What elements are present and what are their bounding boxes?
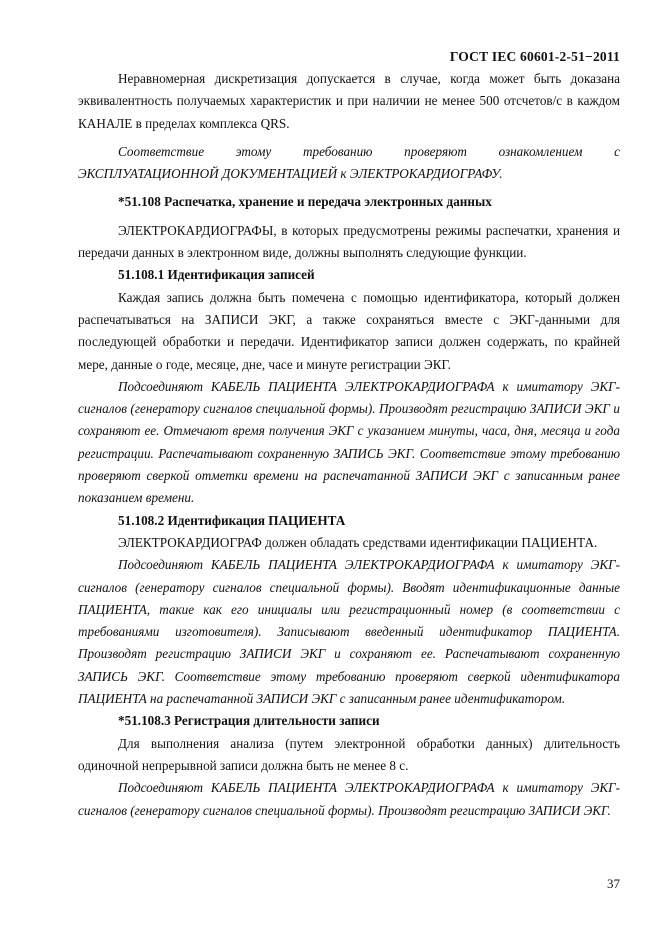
italic-paragraph: Подсоединяют КАБЕЛЬ ПАЦИЕНТА ЭЛЕКТРОКАРДИОГРАФА к имитатору ЭКГ-сигналов (генератору сигналов специальной формы). Вводят идентификационные данные ПАЦИЕНТА, такие как его инициалы или регистрационный номер (в соответствии с требованиями изготовителя). Записывают введенный идентификатор ПАЦИЕНТА. Производят регистрацию ЗАПИСИ ЭКГ и сохраняют ее. Распечатывают сохраненную ЗАПИСЬ ЭКГ. Соответствие этому требованию проверяют сверкой идентификатора ПАЦИЕНТА на распечатанной ЗАПИСИ ЭКГ с записанным ранее идентификатором.	[78, 557, 620, 707]
paragraph: ЭЛЕКТРОКАРДИОГРАФЫ, в которых предусмотрены режимы распечатки, хранения и передачи данных в электронном виде, должны выполнять следующие функции.	[78, 222, 620, 261]
section-heading: 51.108.2 Идентификация ПАЦИЕНТА	[118, 512, 346, 528]
paragraph: Неравномерная дискретизация допускается в случае, когда может быть доказана эквивалентность получаемых характеристик и при наличии не менее 500 отсчетов/с в каждом КАНАЛЕ в пределах комплекса QRS.	[78, 71, 620, 131]
page-number: 37	[607, 876, 620, 891]
section-heading: *51.108 Распечатка, хранение и передача электронных данных	[118, 194, 492, 210]
document-body	[78, 68, 620, 822]
italic-paragraph: Соответствие этому требованию проверяют ознакомлением с ЭКСПЛУАТАЦИОННОЙ ДОКУМЕНТАЦИЕЙ к ЭЛЕКТРОКАРДИОГРАФУ.	[78, 143, 620, 182]
paragraph: Для выполнения анализа (путем электронной обработки данных) длительность одиночной непрерывной записи должна быть не менее 8 с.	[78, 735, 620, 773]
section-heading: 51.108.1 Идентификация записей	[118, 267, 315, 283]
italic-paragraph: Подсоединяют КАБЕЛЬ ПАЦИЕНТА ЭЛЕКТРОКАРДИОГРАФА к имитатору ЭКГ-сигналов (генератору сигналов специальной формы). Производят регистрацию ЗАПИСИ ЭКГ и сохраняют ее. Отмечают время получения ЭКГ с указанием минуты, часа, дня, месяца и года регистрации. Распечатывают сохраненную ЗАПИСЬ ЭКГ. Соответствие этому требованию проверяют сверкой отметки времени на распечатанной ЗАПИСИ ЭКГ с записанным ранее показанием времени.	[78, 378, 620, 506]
paragraph: Каждая запись должна быть помечена с помощью идентификатора, который должен распечатываться на ЗАПИСИ ЭКГ, а также сохраняться вместе с ЭКГ-данными для последующей обработки и передачи. Идентификатор записи должен содержать, по крайней мере, данные о годе, месяце, дне, часе и минуте регистрации ЭКГ.	[78, 289, 620, 372]
paragraph: ЭЛЕКТРОКАРДИОГРАФ должен обладать средствами идентификации ПАЦИЕНТА.	[118, 534, 598, 550]
section-heading: *51.108.3 Регистрация длительности записи	[118, 713, 380, 729]
standard-header: ГОСТ IEC 60601-2-51−2011	[449, 49, 620, 64]
italic-paragraph: Подсоединяют КАБЕЛЬ ПАЦИЕНТА ЭЛЕКТРОКАРДИОГРАФА к имитатору ЭКГ-сигналов (генератору сигналов специальной формы). Производят регистрацию ЗАПИСИ ЭКГ.	[78, 780, 620, 818]
